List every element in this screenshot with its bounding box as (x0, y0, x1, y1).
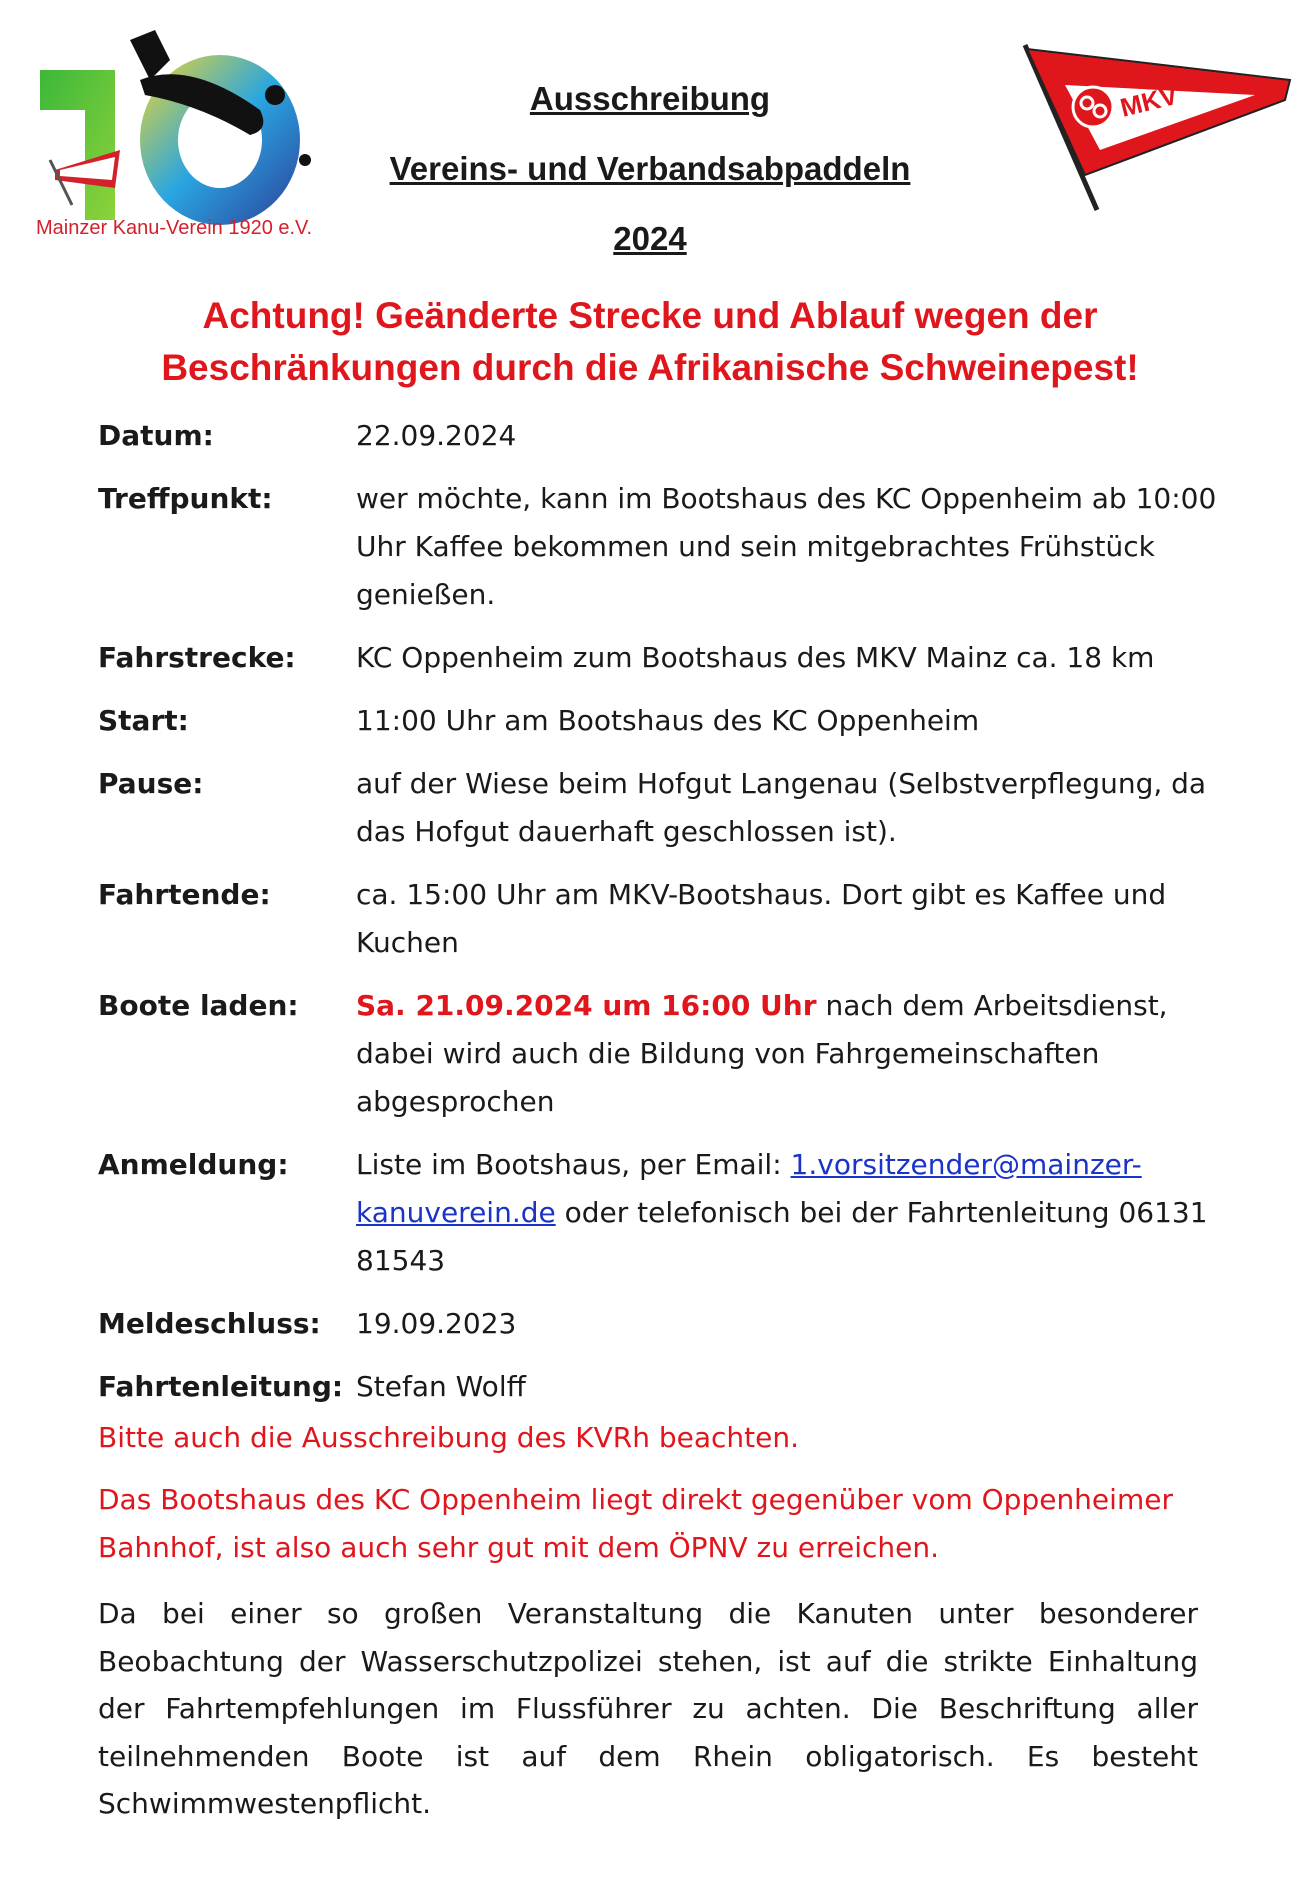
anmeldung-phone-text: oder telefonisch bei der Fahrtenleitung 06131 81543 (356, 1196, 1208, 1277)
detail-value: 11:00 Uhr am Bootshaus des KC Oppenheim (356, 704, 980, 737)
detail-label: Datum: (98, 419, 214, 452)
note-oepnv: Das Bootshaus des KC Oppenheim liegt direkt gegenüber vom Oppenheimer Bahnhof, ist also auch sehr gut mit dem ÖPNV zu erreichen. (98, 1483, 1173, 1564)
pennant-text: MKV (1117, 79, 1181, 123)
warning-line-1: Achtung! Geänderte Strecke und Ablauf wegen der (202, 295, 1098, 336)
document-title: Ausschreibung (529, 80, 771, 117)
detail-row-fahrstrecke (98, 634, 1218, 682)
detail-label: Fahrtende: (98, 878, 271, 911)
detail-label: Start: (98, 704, 189, 737)
detail-value: Stefan Wolff (356, 1370, 526, 1403)
detail-label: Boote laden: (98, 989, 299, 1022)
detail-row-treffpunkt (98, 475, 1218, 619)
detail-value: 22.09.2024 (356, 419, 517, 452)
detail-label: Treffpunkt: (98, 482, 273, 515)
detail-value: KC Oppenheim zum Bootshaus des MKV Mainz ca. 18 km (356, 641, 1155, 674)
note-kvrh: Bitte auch die Ausschreibung des KVRh beachten. (98, 1421, 800, 1454)
document-year: 2024 (613, 220, 687, 257)
detail-row-pause (98, 760, 1218, 856)
detail-value (356, 1141, 1218, 1285)
detail-value: ca. 15:00 Uhr am MKV-Bootshaus. Dort gibt es Kaffee und Kuchen (356, 878, 1167, 959)
detail-value: wer möchte, kann im Bootshaus des KC Oppenheim ab 10:00 Uhr Kaffee bekommen und sein mitgebrachtes Frühstück genießen. (356, 482, 1217, 611)
detail-row-anmeldung (98, 1141, 1218, 1285)
mkv-pennant-logo (1005, 25, 1295, 240)
boote-laden-text: nach dem Arbeitsdienst, dabei wird auch die Bildung von Fahrgemeinschaften abgesprochen (356, 989, 1168, 1118)
anmeldung-text: Liste im Bootshaus, per Email: (356, 1148, 791, 1181)
detail-row-datum (98, 412, 1218, 460)
warning-line-2: Beschränkungen durch die Afrikanische Schweinepest! (161, 347, 1139, 388)
detail-row-meldeschluss (98, 1300, 1218, 1348)
detail-row-fahrtende (98, 871, 1218, 967)
detail-row-start (98, 697, 1218, 745)
detail-row-fahrtenleitung (98, 1363, 1218, 1411)
email-link[interactable]: 1.vorsitzender@mainzer-kanuverein.de (356, 1148, 1142, 1229)
detail-value: auf der Wiese beim Hofgut Langenau (Selbstverpflegung, da das Hofgut dauerhaft geschlossen ist). (356, 767, 1207, 848)
club-anniversary-logo (20, 20, 360, 250)
detail-value (356, 982, 1218, 1126)
detail-label: Anmeldung: (98, 1148, 289, 1181)
detail-label: Fahrstrecke: (98, 641, 296, 674)
detail-row-boote-laden (98, 982, 1218, 1126)
document-subtitle: Vereins- und Verbandsabpaddeln (389, 150, 911, 187)
detail-label: Fahrtenleitung: (98, 1370, 344, 1403)
warning-banner (60, 290, 1240, 394)
detail-value: 19.09.2023 (356, 1307, 517, 1340)
detail-label: Meldeschluss: (98, 1307, 321, 1340)
safety-paragraph: Da bei einer so großen Veranstaltung die Kanuten unter besonderer Beobachtung der Wasserschutzpolizei stehen, ist auf die strikte Einhaltung der Fahrtempfehlungen im Flussführer zu achten. Die Beschriftung aller teilnehmenden Boote ist auf dem Rhein obligatorisch. Es besteht Schwimmwestenpflicht. (98, 1597, 1198, 1820)
event-details (98, 412, 1218, 1426)
detail-label: Pause: (98, 767, 204, 800)
logo-caption: Mainzer Kanu-Verein 1920 e.V. (36, 217, 313, 239)
boote-laden-date: Sa. 21.09.2024 um 16:00 Uhr (356, 989, 817, 1022)
